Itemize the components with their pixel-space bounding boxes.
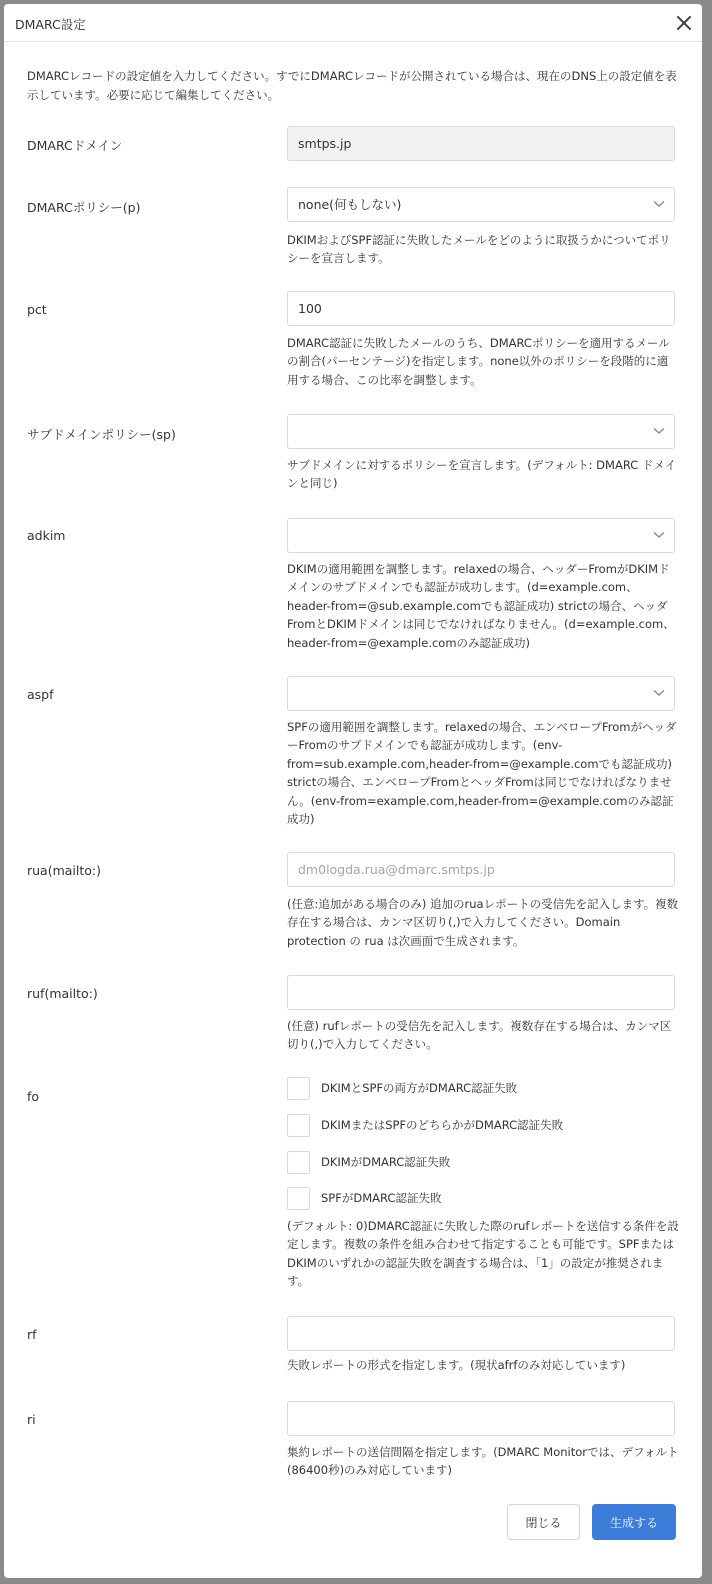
fo-option-label: SPFがDMARC認証失敗 [321,1191,442,1205]
adkim-label: adkim [27,528,66,543]
chevron-down-icon [653,427,665,435]
ruf-help: (任意) rufレポートの受信先を記入します。複数存在する場合は、カンマ区切り(,)で入力してください。 [287,1019,672,1052]
ruf-input[interactable] [287,975,675,1010]
chevron-down-icon [653,531,665,539]
chevron-down-icon [653,200,665,208]
fo-checkbox-dkim[interactable] [287,1151,310,1174]
policy-select-value: none(何もしない) [298,197,402,212]
domain-label: DMARCドメイン [27,138,123,153]
fo-option-dkim[interactable] [287,1150,450,1174]
dmarc-settings-dialog [4,4,702,1578]
dialog-title: DMARC設定 [15,17,86,32]
fo-label: fo [27,1089,40,1104]
pct-input[interactable]: 100 [287,291,675,326]
close-icon [677,16,691,30]
rf-label: rf [27,1327,37,1342]
dialog-header [4,4,702,42]
fo-option-label: DKIMまたはSPFのどちらかがDMARC認証失敗 [321,1118,564,1132]
adkim-help: DKIMの適用範囲を調整します。relaxedの場合、ヘッダーFromがDKIMドメインのサブドメインでも認証が成功します。(d=example.com、header-from=@sub.example.comでも認証成功) strictの場合、ヘッダFromとDKIMドメインは同じでなければなりません。(d=example.com、header-from=@example.comのみ認証成功) [287,562,675,650]
aspf-help: SPFの適用範囲を調整します。relaxedの場合、エンベロープFromがヘッダーFromのサブドメインでも認証が成功します。(env-from=sub.example.com,header-from=@example.comでも認証成功) strictの場合、エンベロープFromとヘッダFromは同じでなければなりません。(env-from=example.com,header-from=@example.comのみ認証成功) [287,720,677,827]
fo-option-spf[interactable] [287,1186,441,1210]
policy-label: DMARCポリシー(p) [27,200,141,215]
aspf-label: aspf [27,687,54,702]
ruf-label: ruf(mailto:) [27,986,98,1001]
close-dialog-button[interactable] [672,11,696,35]
aspf-select[interactable] [287,676,675,711]
fo-option-label: DKIMとSPFの両方がDMARC認証失敗 [321,1081,518,1095]
fo-help: (デフォルト: 0)DMARC認証に失敗した際のrufレポートを送信する条件を設定します。複数の条件を組み合わせて指定することも可能です。SPFまたはDKIMのいずれかの認証失敗を調査する場合は、「1」の設定が推奨されます。 [287,1219,679,1289]
rua-help: (任意:追加がある場合のみ) 追加のruaレポートの受信先を記入します。複数存在する場合は、カンマ区切り(,)で入力してください。Domain protection の rua は次画面で生成されます。 [287,897,679,948]
domain-input[interactable]: smtps.jp [287,126,675,161]
close-button[interactable]: 閉じる [507,1504,580,1540]
ri-input[interactable] [287,1401,675,1436]
sp-help: サブドメインに対するポリシーを宣言します。(デフォルト: DMARC ドメインと同じ) [287,458,677,491]
policy-help: DKIMおよびSPF認証に失敗したメールをどのように取扱うかについてポリシーを宣言します。 [287,233,671,266]
pct-label: pct [27,302,47,317]
dialog-intro: DMARCレコードの設定値を入力してください。すでにDMARCレコードが公開されている場合は、現在のDNS上の設定値を表示しています。必要に応じて編集してください。 [27,69,677,102]
sp-select[interactable] [287,414,675,449]
fo-option-label: DKIMがDMARC認証失敗 [321,1155,451,1169]
fo-option-either[interactable] [287,1113,563,1137]
rf-input[interactable] [287,1316,675,1351]
fo-checkbox-either[interactable] [287,1114,310,1137]
rua-label: rua(mailto:) [27,863,102,878]
ri-help: 集約レポートの送信間隔を指定します。(DMARC Monitorでは、デフォルト(86400秒)のみ対応しています) [287,1445,679,1478]
sp-label: サブドメインポリシー(sp) [27,427,176,442]
generate-button[interactable]: 生成する [592,1504,676,1540]
fo-checkbox-spf[interactable] [287,1187,310,1210]
fo-checkbox-both[interactable] [287,1077,310,1100]
adkim-select[interactable] [287,518,675,553]
ri-label: ri [27,1412,36,1427]
policy-select[interactable] [287,187,675,222]
rua-input[interactable]: dm0logda.rua@dmarc.smtps.jp [287,852,675,887]
fo-option-both[interactable] [287,1076,517,1100]
rf-help: 失敗レポートの形式を指定します。(現状afrfのみ対応しています) [287,1358,626,1372]
pct-help: DMARC認証に失敗したメールのうち、DMARCポリシーを適用するメールの割合(パーセンテージ)を指定します。none以外のポリシーを段階的に適用する場合、この比率を調整します。 [287,336,670,387]
chevron-down-icon [653,689,665,697]
